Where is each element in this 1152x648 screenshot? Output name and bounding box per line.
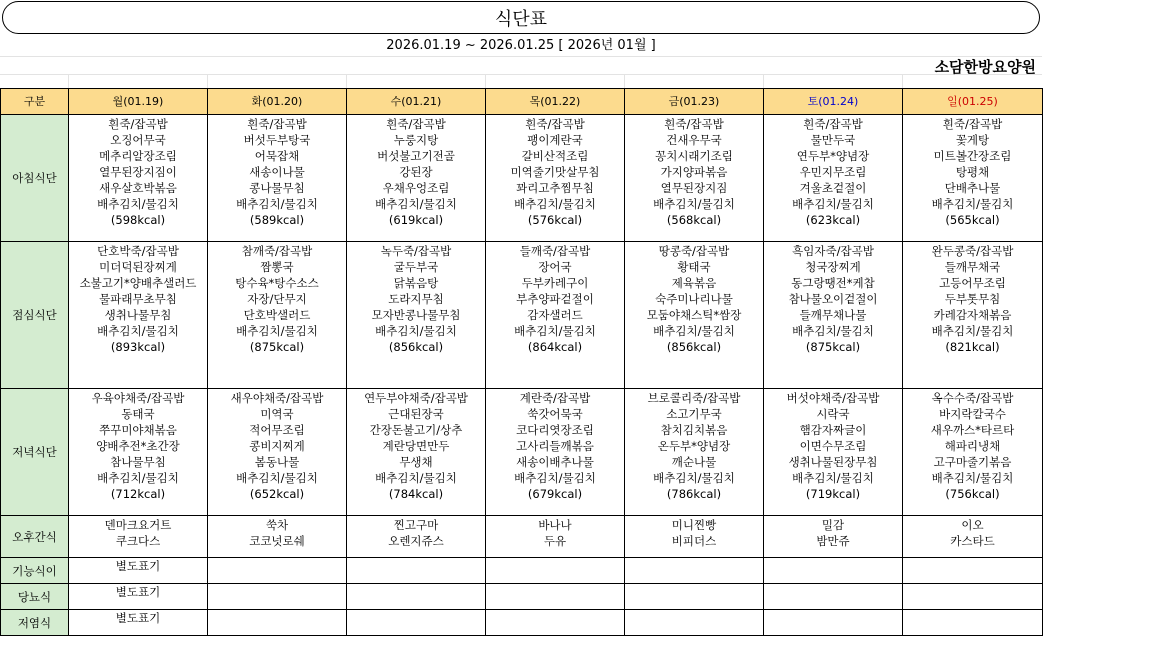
menu-item: 생취나물무침: [104, 308, 172, 322]
header-day-sunday: 일(01.25): [903, 89, 1043, 115]
menu-item: 미역줄기맛살무침: [510, 165, 600, 179]
note-cell: 별도표기: [69, 610, 208, 636]
menu-item: 배추김치/물김치: [792, 324, 874, 338]
dinner-row: [1, 389, 1043, 516]
menu-item: (864kcal): [527, 340, 583, 354]
meal-cell: [347, 115, 486, 242]
menu-item: 배추김치/물김치: [931, 471, 1014, 485]
empty-cell: [625, 558, 764, 584]
menu-item: 흰죽/잡곡밥: [525, 117, 585, 131]
menu-item: 배추김치/물김치: [792, 197, 874, 211]
meal-cell: [764, 242, 903, 389]
menu-item: 탕평채: [955, 165, 990, 179]
menu-item: 콩비지찌게: [249, 439, 305, 453]
empty-cell: [625, 584, 764, 610]
menu-item: 흰죽/잡곡밥: [108, 117, 168, 131]
menu-item: 생취나물된장무침: [788, 455, 878, 469]
menu-item: 도라지무침: [388, 292, 444, 306]
menu-item: 해파리냉채: [944, 439, 1001, 453]
row-label: 오후간식: [1, 516, 69, 558]
empty-cell: [486, 558, 625, 584]
menu-item: 단배추나물: [944, 181, 1001, 195]
empty-cell: [208, 558, 347, 584]
menu-item: 굴두부국: [393, 260, 439, 274]
menu-item: 숙주미나리나물: [655, 292, 733, 306]
menu-item: 흰죽/잡곡밥: [386, 117, 446, 131]
meal-cell: [903, 115, 1043, 242]
menu-item: 꽃게탕: [955, 133, 990, 147]
menu-item: 단호박죽/잡곡밥: [97, 244, 179, 258]
menu-item: 코다리엿장조림: [516, 423, 594, 437]
menu-item: 옥수수죽/잡곡밥: [931, 391, 1014, 405]
menu-item: (652kcal): [249, 487, 305, 501]
meal-cell: [69, 242, 208, 389]
header-row: [1, 89, 1043, 115]
menu-item: 계란당면만두: [382, 439, 450, 453]
menu-item: 흰죽/잡곡밥: [664, 117, 724, 131]
menu-item: 꽁치시래기조림: [655, 149, 733, 163]
menu-item: 열무된장지짐: [660, 181, 728, 195]
header-day-saturday: 토(01.24): [764, 89, 903, 115]
meal-cell: [347, 516, 486, 558]
menu-item: 미역국: [260, 407, 294, 421]
menu-item: 배추김치/물김치: [236, 197, 318, 211]
row-label: 점심식단: [1, 242, 69, 389]
menu-item: 닭볶음탕: [393, 276, 439, 290]
menu-item: 버섯야채죽/잡곡밥: [786, 391, 880, 405]
header-day: 목(01.22): [486, 89, 625, 115]
page-title: 식단표: [2, 1, 1040, 34]
menu-item: 새우까스*타르타: [930, 423, 1015, 437]
menu-item: 장어국: [538, 260, 572, 274]
menu-item: 카레감자채볶음: [933, 308, 1012, 322]
menu-item: (679kcal): [527, 487, 583, 501]
menu-item: 흰죽/잡곡밥: [942, 117, 1003, 131]
meal-cell: [347, 242, 486, 389]
menu-item: (619kcal): [388, 213, 444, 227]
menu-item: 단호박샐러드: [243, 308, 311, 322]
menu-item: 들깨죽/잡곡밥: [519, 244, 591, 258]
menu-item: 강된장: [399, 165, 433, 179]
menu-item: 가지양파볶음: [660, 165, 728, 179]
row-label: 당뇨식: [1, 584, 69, 610]
menu-item: 배추김치/물김치: [97, 197, 179, 211]
snack-row: [1, 516, 1043, 558]
meal-cell: [208, 516, 347, 558]
breakfast-row: [1, 115, 1043, 242]
menu-item: 어묵잡채: [254, 149, 300, 163]
menu-item: 미더덕된장찌게: [99, 260, 177, 274]
menu-item: (875kcal): [249, 340, 305, 354]
menu-item: (756kcal): [945, 487, 1000, 501]
menu-item: 소고기무국: [666, 407, 722, 421]
menu-item: 배추김치/물김치: [514, 471, 596, 485]
menu-item: 미니찐빵: [671, 518, 717, 532]
menu-item: 배추김치/물김치: [97, 324, 179, 338]
menu-item: (589kcal): [249, 213, 305, 227]
menu-item: 배추김치/물김치: [375, 197, 457, 211]
menu-item: 배추김치/물김치: [931, 197, 1014, 211]
menu-item: 시락국: [816, 407, 850, 421]
meal-cell: [903, 242, 1043, 389]
menu-item: (576kcal): [527, 213, 583, 227]
menu-item: (598kcal): [110, 213, 166, 227]
menu-item: (856kcal): [666, 340, 722, 354]
menu-item: 간장돈불고기/상추: [369, 423, 463, 437]
menu-item: 두부톳무침: [944, 292, 1001, 306]
meal-cell: [625, 389, 764, 516]
menu-item: 오징어무국: [110, 133, 166, 147]
empty-cell: [486, 584, 625, 610]
empty-cell: [347, 584, 486, 610]
menu-item: 바지락칼국수: [939, 407, 1006, 421]
menu-item: 우육야채죽/잡곡밥: [91, 391, 185, 405]
menu-item: 참깨죽/잡곡밥: [241, 244, 313, 258]
note-cell: 별도표기: [69, 558, 208, 584]
menu-item: 미트볼간장조림: [933, 149, 1012, 163]
menu-item: 물파래무초무침: [99, 292, 177, 306]
menu-item: (786kcal): [666, 487, 722, 501]
meal-cell: [625, 242, 764, 389]
menu-item: 배추김치/물김치: [653, 324, 735, 338]
menu-item: 쑥갓어묵국: [527, 407, 583, 421]
empty-cell: [208, 584, 347, 610]
menu-item: 배추김치/물김치: [514, 197, 596, 211]
menu-item: 배추김치/물김치: [514, 324, 596, 338]
meal-cell: [486, 389, 625, 516]
menu-item: (565kcal): [945, 213, 1000, 227]
menu-item: 새우살호박볶음: [99, 181, 177, 195]
meal-cell: [69, 115, 208, 242]
menu-item: 감자샐러드: [527, 308, 583, 322]
meal-cell: [208, 389, 347, 516]
menu-item: 건새우무국: [666, 133, 722, 147]
menu-item: 봄동나물: [254, 455, 300, 469]
meal-cell: [486, 516, 625, 558]
menu-item: 참나물오이겉절이: [788, 292, 878, 306]
empty-cell: [903, 610, 1043, 636]
menu-item: 황태국: [677, 260, 711, 274]
menu-item: 계란죽/잡곡밥: [519, 391, 591, 405]
menu-item: 콩나물무침: [249, 181, 305, 195]
menu-item: 새송이배추나물: [516, 455, 594, 469]
meal-cell: [625, 516, 764, 558]
menu-item: (821kcal): [945, 340, 1000, 354]
menu-item: 녹두죽/잡곡밥: [380, 244, 452, 258]
menu-item: 배추김치/물김치: [97, 471, 179, 485]
menu-item: (893kcal): [110, 340, 166, 354]
menu-item: (856kcal): [388, 340, 444, 354]
menu-item: 들깨무채나물: [799, 308, 867, 322]
menu-item: 연두부야채죽/잡곡밥: [364, 391, 468, 405]
meal-cell: [764, 389, 903, 516]
empty-cell: [347, 558, 486, 584]
menu-item: 온두부*양념장: [657, 439, 731, 453]
menu-item: 배추김치/물김치: [653, 471, 735, 485]
menu-item: 배추김치/물김치: [931, 324, 1014, 338]
menu-item: 누룽지탕: [393, 133, 439, 147]
menu-item: 카스타드: [950, 534, 995, 548]
menu-item: 밤만쥬: [816, 534, 850, 548]
empty-cell: [625, 610, 764, 636]
meal-cell: [69, 389, 208, 516]
row-label: 저염식: [1, 610, 69, 636]
menu-item: 두유: [543, 534, 567, 548]
menu-item: 땅콩죽/잡곡밥: [658, 244, 730, 258]
meal-cell: [903, 516, 1043, 558]
empty-cell: [903, 584, 1043, 610]
menu-item: 짬뽕국: [260, 260, 294, 274]
menu-item: 코코넛로쉐: [249, 534, 305, 548]
empty-cell: [486, 610, 625, 636]
organization-name: 소담한방요양원: [934, 58, 1036, 76]
menu-item: 메추리알장조림: [99, 149, 177, 163]
menu-item: 깨순나물: [671, 455, 717, 469]
meal-cell: [764, 516, 903, 558]
menu-item: 햄감자짜글이: [799, 423, 867, 437]
menu-item: 탕수육*탕수소스: [235, 276, 319, 290]
menu-item: 자장/단무지: [247, 292, 307, 306]
date-range: 2026.01.19 ~ 2026.01.25 [ 2026년 01월 ]: [386, 38, 656, 53]
menu-item: 고구마줄기볶음: [933, 455, 1012, 469]
menu-item: 흰죽/잡곡밥: [247, 117, 307, 131]
menu-item: 갈비산적조림: [521, 149, 589, 163]
menu-item: (712kcal): [110, 487, 166, 501]
empty-cell: [764, 610, 903, 636]
menu-item: 동태국: [121, 407, 155, 421]
empty-cell: [764, 558, 903, 584]
menu-item: 배추김치/물김치: [375, 471, 457, 485]
lunch-row: [1, 242, 1043, 389]
row-label: 기능식이: [1, 558, 69, 584]
menu-item: 참치김치볶음: [660, 423, 728, 437]
header-day: 금(01.23): [625, 89, 764, 115]
menu-item: 버섯불고기전골: [377, 149, 455, 163]
menu-item: 적어무조림: [249, 423, 305, 437]
meal-cell: [347, 389, 486, 516]
menu-item: 흰죽/잡곡밥: [803, 117, 863, 131]
menu-item: 제육볶음: [671, 276, 717, 290]
menu-item: 오렌지쥬스: [388, 534, 444, 548]
menu-item: (784kcal): [388, 487, 444, 501]
menu-item: 새송이나물: [249, 165, 305, 179]
header-day: 수(01.21): [347, 89, 486, 115]
menu-item: 무생채: [399, 455, 433, 469]
row-label: 저녁식단: [1, 389, 69, 516]
empty-cell: [208, 610, 347, 636]
menu-item: 이면수무조림: [799, 439, 867, 453]
menu-item: 덴마크요거트: [104, 518, 172, 532]
menu-item: 팽이계란국: [527, 133, 583, 147]
menu-item: 우채우엉조림: [382, 181, 450, 195]
menu-item: 물만두국: [810, 133, 856, 147]
menu-item: 모둠야채스틱*쌈장: [646, 308, 742, 322]
header-category: 구분: [1, 89, 69, 115]
menu-item: 참나물무침: [110, 455, 166, 469]
header-day: 화(01.20): [208, 89, 347, 115]
low-salt-diet-row: [1, 610, 1043, 636]
menu-item: 이오: [961, 518, 984, 532]
menu-item: 꽈리고추찜무침: [516, 181, 594, 195]
menu-item: 바나나: [538, 518, 572, 532]
menu-item: 배추김치/물김치: [375, 324, 457, 338]
menu-item: 양배추전*초간장: [96, 439, 180, 453]
meal-cell: [486, 115, 625, 242]
menu-item: (568kcal): [666, 213, 722, 227]
meal-cell: [69, 516, 208, 558]
menu-item: 밀감: [821, 518, 845, 532]
empty-cell: [764, 584, 903, 610]
header-day: 월(01.19): [69, 89, 208, 115]
diabetic-diet-row: [1, 584, 1043, 610]
menu-item: 완두콩죽/잡곡밥: [931, 244, 1014, 258]
note-cell: 별도표기: [69, 584, 208, 610]
menu-item: 배추김치/물김치: [236, 471, 318, 485]
functional-diet-row: [1, 558, 1043, 584]
menu-item: 고사리들깨볶음: [516, 439, 594, 453]
menu-item: 겨울초겉절이: [799, 181, 867, 195]
row-label: 아침식단: [1, 115, 69, 242]
menu-item: 연두부*양념장: [796, 149, 870, 163]
menu-item: (875kcal): [805, 340, 861, 354]
meal-cell: [903, 389, 1043, 516]
menu-item: 소불고기*양배추샐러드: [79, 276, 197, 290]
menu-item: 부추양파겉절이: [516, 292, 594, 306]
menu-item: 쿠크다스: [115, 534, 161, 548]
menu-item: 고등어무조림: [939, 276, 1006, 290]
menu-item: 배추김치/물김치: [236, 324, 318, 338]
menu-item: 쭈꾸미야채볶음: [99, 423, 177, 437]
menu-item: 브로콜리죽/잡곡밥: [647, 391, 741, 405]
menu-item: 찐고구마: [393, 518, 439, 532]
menu-item: 새우야채죽/잡곡밥: [230, 391, 324, 405]
empty-cell: [347, 610, 486, 636]
menu-item: (719kcal): [805, 487, 861, 501]
empty-cell: [903, 558, 1043, 584]
menu-item: 근대된장국: [388, 407, 444, 421]
menu-item: (623kcal): [805, 213, 861, 227]
menu-item: 들깨무채국: [944, 260, 1001, 274]
menu-item: 배추김치/물김치: [792, 471, 874, 485]
meal-cell: [208, 115, 347, 242]
meal-cell: [625, 115, 764, 242]
meal-cell: [208, 242, 347, 389]
menu-item: 모자반콩나물무침: [371, 308, 461, 322]
menu-item: 청국장찌게: [805, 260, 861, 274]
menu-item: 비피더스: [671, 534, 717, 548]
menu-item: 두부카레구이: [521, 276, 589, 290]
menu-item: 쑥차: [265, 518, 289, 532]
menu-item: 흑임자죽/잡곡밥: [792, 244, 874, 258]
menu-item: 우민지무조림: [799, 165, 867, 179]
meal-cell: [764, 115, 903, 242]
meal-cell: [486, 242, 625, 389]
menu-item: 열무된장지짐이: [99, 165, 177, 179]
menu-item: 동그랑땡전*케찹: [791, 276, 875, 290]
menu-item: 배추김치/물김치: [653, 197, 735, 211]
meal-table: [0, 88, 1043, 636]
menu-item: 버섯두부탕국: [243, 133, 311, 147]
